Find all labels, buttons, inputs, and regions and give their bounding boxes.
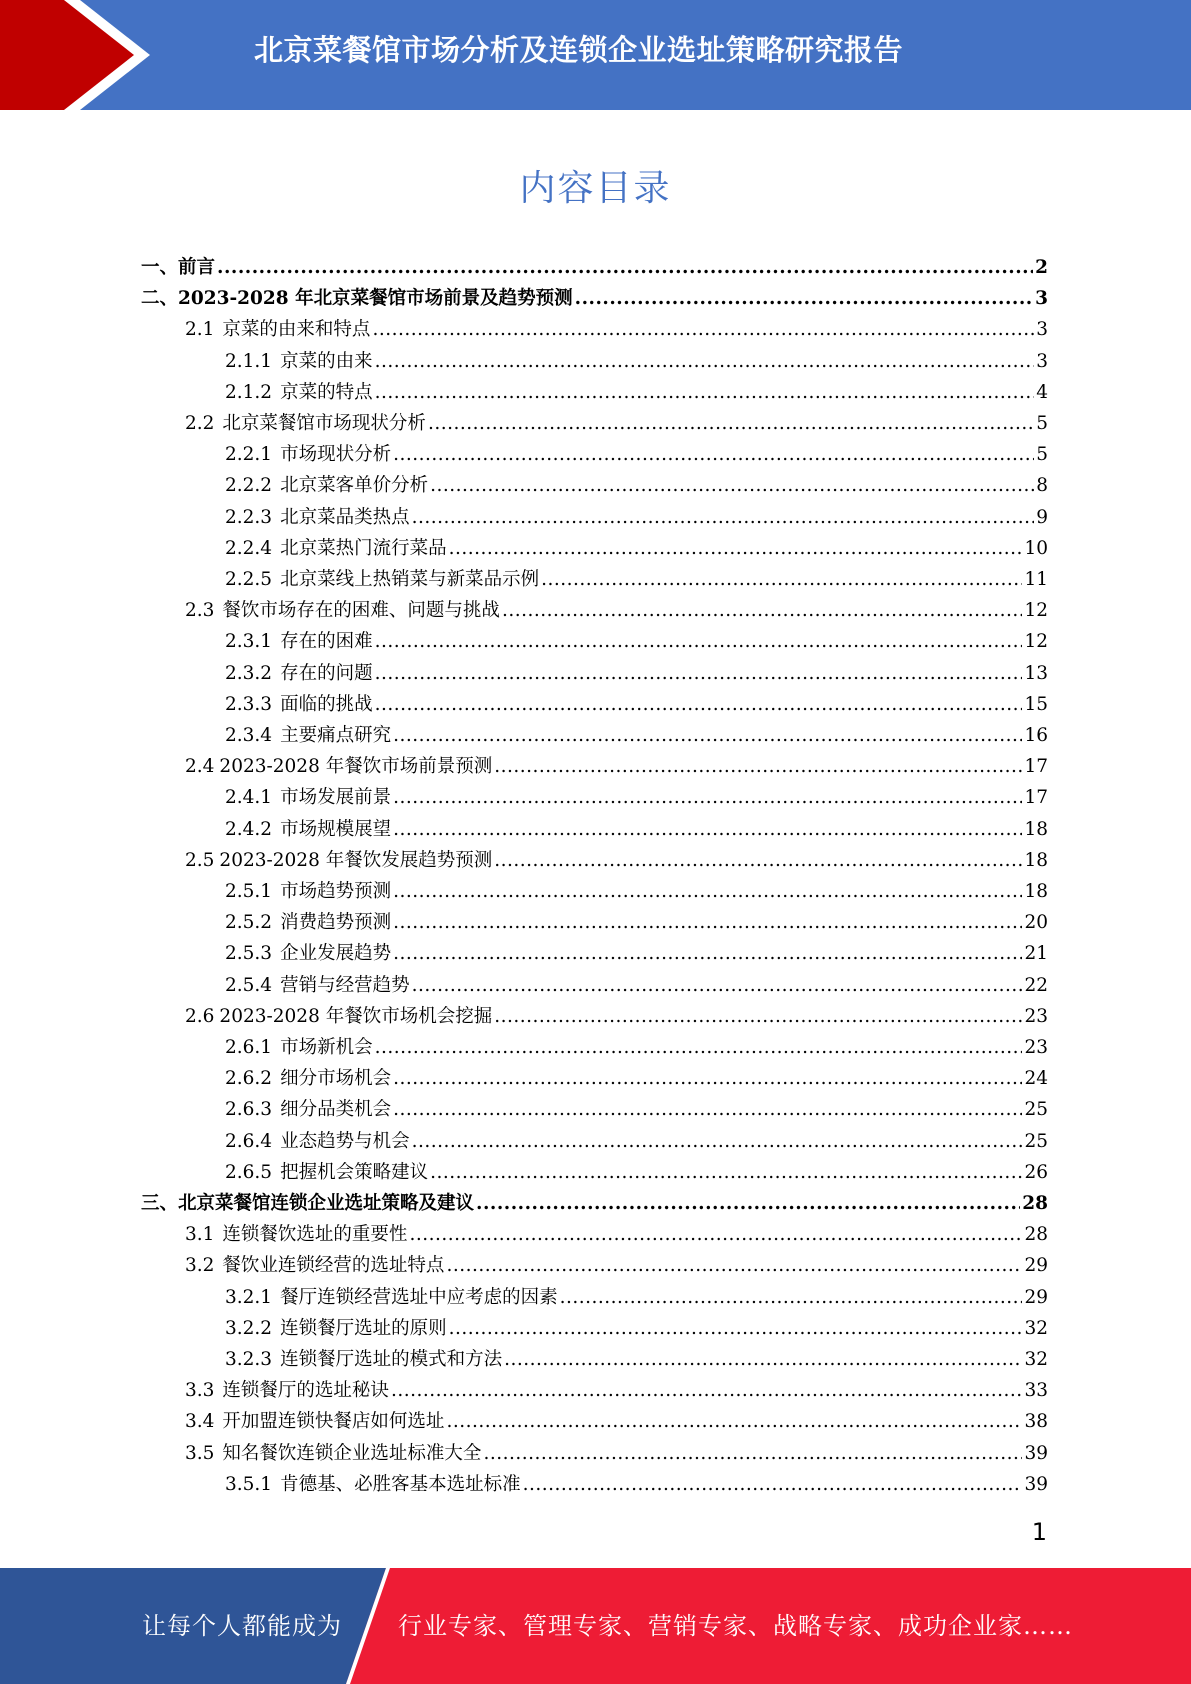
toc-entry-page: 39 — [1024, 1473, 1048, 1495]
toc-entry-page: 12 — [1024, 600, 1048, 622]
toc-entry-number: 2.6.4 — [225, 1130, 273, 1152]
toc-entry[interactable] — [185, 597, 1048, 625]
toc-entry-title: 知名餐饮连锁企业选址标准大全 — [222, 1442, 482, 1464]
toc-entry-number: 2.2.1 — [225, 444, 273, 466]
toc-entry-number: 2.6.3 — [225, 1099, 273, 1121]
toc-entry-number: 3.2.3 — [225, 1349, 273, 1370]
toc-entry[interactable] — [141, 254, 1048, 282]
toc-dot-leader — [449, 535, 1023, 563]
toc-entry-page: 28 — [1024, 1224, 1048, 1246]
toc-entry-page: 5 — [1036, 413, 1048, 434]
toc-entry-number: 2.5.2 — [225, 912, 273, 934]
toc-entry[interactable] — [225, 722, 1048, 750]
toc-entry-title: 前言 — [178, 257, 216, 278]
footer-slogan-right: 行业专家、管理专家、营销专家、战略专家、成功企业家…… — [398, 1612, 1073, 1640]
toc-entry-title: 京菜的由来 — [280, 350, 373, 372]
toc-entry-page: 18 — [1024, 818, 1048, 840]
toc-entry-title: 京菜的特点 — [280, 381, 373, 403]
toc-entry-page: 29 — [1024, 1286, 1048, 1308]
toc-entry[interactable] — [141, 1190, 1048, 1218]
toc-dot-leader — [504, 1346, 1022, 1374]
toc-entry-page: 17 — [1024, 787, 1048, 809]
toc-entry-page: 22 — [1024, 974, 1048, 996]
toc-entry[interactable] — [225, 379, 1048, 407]
toc-entry-title: 市场新机会 — [280, 1037, 373, 1058]
toc-entry-number: 2.4.1 — [225, 787, 273, 809]
toc-entry-title: 北京菜线上热销菜与新菜品示例 — [280, 569, 540, 590]
toc-entry[interactable] — [225, 816, 1048, 844]
toc-dot-leader — [375, 628, 1023, 656]
toc-entry-number: 2.4.2 — [225, 818, 273, 840]
toc-entry-page: 24 — [1024, 1068, 1048, 1090]
toc-entry-number: 2.1.2 — [225, 381, 273, 403]
toc-entry[interactable] — [225, 1065, 1048, 1093]
toc-entry-number: 2.1.1 — [225, 350, 273, 372]
header-bar — [0, 0, 1191, 110]
toc-entry-title: 面临的挑战 — [280, 693, 373, 715]
toc-entry-page: 15 — [1024, 693, 1048, 715]
toc-entry-page: 21 — [1024, 943, 1048, 965]
toc-entry[interactable] — [185, 1221, 1048, 1249]
toc-entry-title: 连锁餐厅选址的原则 — [280, 1317, 447, 1339]
toc-entry[interactable] — [225, 1315, 1048, 1343]
toc-entry[interactable] — [225, 472, 1048, 500]
toc-entry-title: 消费趋势预测 — [280, 912, 392, 934]
toc-dot-leader — [446, 1252, 1022, 1280]
toc-dot-leader — [393, 1096, 1022, 1124]
toc-entry-number: 3.4 — [185, 1411, 215, 1433]
toc-entry-title: 市场规模展望 — [280, 818, 392, 840]
toc-entry-number: 2.5.4 — [225, 974, 273, 996]
toc-dot-leader — [446, 1408, 1022, 1436]
toc-entry-number: 2.6.2 — [225, 1068, 273, 1090]
toc-entry-number: 2.3.3 — [225, 693, 273, 715]
toc-entry[interactable] — [225, 566, 1048, 594]
toc-dot-leader — [428, 410, 1034, 438]
toc-entry-page: 2 — [1035, 257, 1048, 278]
toc-dot-leader — [541, 566, 1022, 594]
toc-entry[interactable] — [225, 784, 1048, 812]
toc-entry-page: 16 — [1024, 725, 1048, 746]
header-chevron-icon — [0, 0, 160, 110]
page-number: 1 — [1031, 1518, 1047, 1546]
toc-entry-page: 38 — [1024, 1411, 1048, 1433]
toc-entry-number: 2.6.5 — [225, 1161, 273, 1183]
toc-entry[interactable] — [225, 1346, 1048, 1374]
toc-entry-page: 32 — [1024, 1317, 1048, 1339]
toc-entry-number: 2.3 — [185, 600, 215, 622]
toc-entry-page: 33 — [1024, 1380, 1048, 1402]
toc-entry-page: 20 — [1024, 912, 1048, 934]
toc-entry-number: 3.5.1 — [225, 1473, 273, 1495]
toc-dot-leader — [483, 1440, 1022, 1468]
toc-entry-title: 肯德基、必胜客基本选址标准 — [280, 1473, 521, 1495]
toc-dot-leader — [393, 878, 1022, 906]
toc-dot-leader — [217, 254, 1033, 282]
toc-entry-number: 2.2.5 — [225, 569, 273, 590]
toc-entry[interactable] — [225, 1159, 1048, 1187]
toc-entry-page: 3 — [1036, 319, 1048, 341]
toc-entry-number: 2.2 — [185, 413, 215, 434]
toc-entry-page: 12 — [1024, 631, 1048, 653]
toc-entry-number: 2.6 — [185, 1005, 215, 1027]
toc-dot-leader — [393, 816, 1022, 844]
toc-dot-leader — [412, 504, 1035, 532]
toc-dot-leader — [494, 847, 1022, 875]
toc-entry-number: 二、 — [141, 288, 179, 310]
toc-entry-title: 北京菜餐馆市场现状分析 — [222, 413, 426, 434]
toc-entry-page: 26 — [1024, 1161, 1048, 1183]
toc-entry-page: 39 — [1024, 1442, 1048, 1464]
toc-entry-number: 2.3.1 — [225, 631, 273, 653]
toc-dot-leader — [372, 316, 1034, 344]
toc-entry-title: 企业发展趋势 — [280, 943, 392, 965]
toc-entry-page: 18 — [1024, 849, 1048, 871]
toc-entry-title: 业态趋势与机会 — [280, 1130, 410, 1152]
toc-dot-leader — [375, 691, 1023, 719]
toc-entry-number: 2.5.1 — [225, 881, 273, 902]
toc-entry-title: 北京菜热门流行菜品 — [280, 537, 447, 559]
toc-entry-title: 北京菜客单价分析 — [280, 475, 429, 497]
toc-entry[interactable] — [185, 1377, 1048, 1405]
toc-entry-number: 3.5 — [185, 1442, 215, 1464]
toc-entry[interactable] — [185, 753, 1048, 781]
toc-dot-leader — [391, 1377, 1023, 1405]
toc-entry[interactable] — [225, 1284, 1048, 1312]
toc-entry-title: 市场趋势预测 — [280, 881, 392, 902]
toc-entry-number: 三、 — [141, 1193, 179, 1214]
toc-entry-title: 京菜的由来和特点 — [222, 319, 371, 341]
toc-entry-number: 2.2.4 — [225, 537, 273, 559]
toc-dot-leader — [375, 348, 1035, 376]
toc-entry-title: 2023-2028 年北京菜餐馆市场前景及趋势预测 — [178, 288, 573, 310]
toc-dot-leader — [523, 1471, 1023, 1499]
toc-dot-leader — [430, 1159, 1022, 1187]
toc-entry-title: 营销与经营趋势 — [280, 974, 410, 996]
toc-dot-leader — [393, 441, 1034, 469]
toc-dot-leader — [409, 1221, 1022, 1249]
toc-entry-title: 细分市场机会 — [280, 1068, 392, 1090]
toc-entry[interactable] — [185, 1440, 1048, 1468]
toc-dot-leader — [430, 472, 1034, 500]
toc-entry-page: 23 — [1024, 1037, 1048, 1058]
toc-entry-page: 32 — [1024, 1349, 1048, 1370]
toc-entry[interactable] — [225, 909, 1048, 937]
toc-entry-number: 3.1 — [185, 1224, 215, 1246]
toc-dot-leader — [494, 1003, 1022, 1031]
toc-entry-number: 3.3 — [185, 1380, 215, 1402]
toc-entry-number: 2.6.1 — [225, 1037, 273, 1058]
toc-entry-page: 28 — [1022, 1193, 1048, 1214]
toc-entry[interactable] — [185, 1003, 1048, 1031]
toc-entry-page: 23 — [1024, 1005, 1048, 1027]
toc-dot-leader — [393, 909, 1022, 937]
toc-dot-leader — [412, 972, 1023, 1000]
toc-dot-leader — [393, 940, 1022, 968]
toc-entry-page: 3 — [1035, 288, 1048, 310]
toc-entry-title: 把握机会策略建议 — [280, 1161, 429, 1183]
toc-entry-number: 2.2.3 — [225, 506, 273, 528]
toc-entry[interactable] — [141, 285, 1048, 313]
toc-entry-number: 2.5.3 — [225, 943, 273, 965]
toc-entry-title: 存在的问题 — [280, 662, 373, 684]
toc-entry-number: 2.4 — [185, 756, 215, 778]
toc-entry-number: 2.3.2 — [225, 662, 273, 684]
toc-entry-page: 8 — [1036, 475, 1048, 497]
toc-entry[interactable] — [225, 660, 1048, 688]
toc-entry-page: 5 — [1036, 444, 1048, 466]
toc-entry-page: 25 — [1024, 1130, 1048, 1152]
toc-entry-page: 3 — [1036, 350, 1048, 372]
toc-dot-leader — [393, 722, 1022, 750]
toc-dot-leader — [476, 1190, 1020, 1218]
toc-entry[interactable] — [185, 316, 1048, 344]
toc-entry-title: 主要痛点研究 — [280, 725, 392, 746]
toc-entry-title: 餐饮市场存在的困难、问题与挑战 — [222, 600, 500, 622]
toc-entry-number: 3.2 — [185, 1255, 215, 1277]
toc-entry[interactable] — [225, 878, 1048, 906]
toc-entry[interactable] — [185, 1408, 1048, 1436]
toc-dot-leader — [502, 597, 1023, 625]
toc-entry-number: 2.2.2 — [225, 475, 273, 497]
toc-entry[interactable] — [185, 410, 1048, 438]
toc-dot-leader — [494, 753, 1022, 781]
toc-entry[interactable] — [225, 348, 1048, 376]
report-title: 北京菜餐馆市场分析及连锁企业选址策略研究报告 — [254, 33, 904, 67]
toc-entry[interactable] — [225, 504, 1048, 532]
toc-entry[interactable] — [225, 691, 1048, 719]
toc-entry-title: 连锁餐厅选址的模式和方法 — [280, 1349, 503, 1370]
toc-entry-number: 一、 — [141, 257, 179, 278]
toc-entry[interactable] — [185, 1252, 1048, 1280]
toc-entry-title: 连锁餐饮选址的重要性 — [222, 1224, 408, 1246]
toc-entry-title: 2023-2028 年餐饮市场前景预测 — [219, 756, 493, 778]
toc-entry-title: 北京菜品类热点 — [280, 506, 410, 528]
toc-dot-leader — [375, 660, 1023, 688]
toc-entry-page: 13 — [1024, 662, 1048, 684]
toc-entry-title: 餐饮业连锁经营的选址特点 — [222, 1255, 445, 1277]
toc-entry-page: 9 — [1036, 506, 1048, 528]
toc-entry[interactable] — [185, 847, 1048, 875]
toc-entry-number: 2.5 — [185, 849, 215, 871]
toc-entry-page: 11 — [1024, 569, 1048, 590]
toc-entry-page: 25 — [1024, 1099, 1048, 1121]
toc-entry[interactable] — [225, 1471, 1048, 1499]
toc-entry[interactable] — [225, 628, 1048, 656]
toc-entry-page: 4 — [1036, 381, 1048, 403]
toc-title: 内容目录 — [519, 168, 672, 209]
toc-entry[interactable] — [225, 1128, 1048, 1156]
toc-dot-leader — [393, 1065, 1022, 1093]
toc-entry[interactable] — [225, 972, 1048, 1000]
toc-entry-title: 细分品类机会 — [280, 1099, 392, 1121]
toc-entry[interactable] — [225, 1096, 1048, 1124]
toc-entry-title: 市场现状分析 — [280, 444, 392, 466]
toc-entry[interactable] — [225, 535, 1048, 563]
toc-dot-leader — [560, 1284, 1023, 1312]
toc-entry[interactable] — [225, 441, 1048, 469]
toc-dot-leader — [393, 784, 1022, 812]
toc-entry-title: 存在的困难 — [280, 631, 373, 653]
toc-entry-page: 10 — [1024, 537, 1048, 559]
toc-entry[interactable] — [225, 1034, 1048, 1062]
toc-dot-leader — [375, 1034, 1023, 1062]
toc-entry-page: 17 — [1024, 756, 1048, 778]
toc-entry-number: 2.1 — [185, 319, 215, 341]
toc-dot-leader — [575, 285, 1034, 313]
toc-dot-leader — [449, 1315, 1023, 1343]
toc-entry-title: 北京菜餐馆连锁企业选址策略及建议 — [178, 1193, 475, 1214]
toc-entry-title: 餐厅连锁经营选址中应考虑的因素 — [280, 1286, 558, 1308]
toc-entry-title: 2023-2028 年餐饮发展趋势预测 — [219, 849, 493, 871]
toc-entry-number: 3.2.1 — [225, 1286, 273, 1308]
toc-entry-title: 开加盟连锁快餐店如何选址 — [222, 1411, 445, 1433]
toc-entry-page: 29 — [1024, 1255, 1048, 1277]
toc-entry[interactable] — [225, 940, 1048, 968]
footer-slogan-left: 让每个人都能成为 — [142, 1612, 342, 1640]
toc-entry-title: 2023-2028 年餐饮市场机会挖掘 — [219, 1005, 493, 1027]
toc-dot-leader — [375, 379, 1035, 407]
toc-entry-page: 18 — [1024, 881, 1048, 902]
toc-entry-title: 市场发展前景 — [280, 787, 392, 809]
toc-entry-number: 2.3.4 — [225, 725, 273, 746]
toc-entry-title: 连锁餐厅的选址秘诀 — [222, 1380, 389, 1402]
toc-dot-leader — [412, 1128, 1023, 1156]
footer-bar — [0, 1568, 1191, 1684]
toc-entry-number: 3.2.2 — [225, 1317, 273, 1339]
